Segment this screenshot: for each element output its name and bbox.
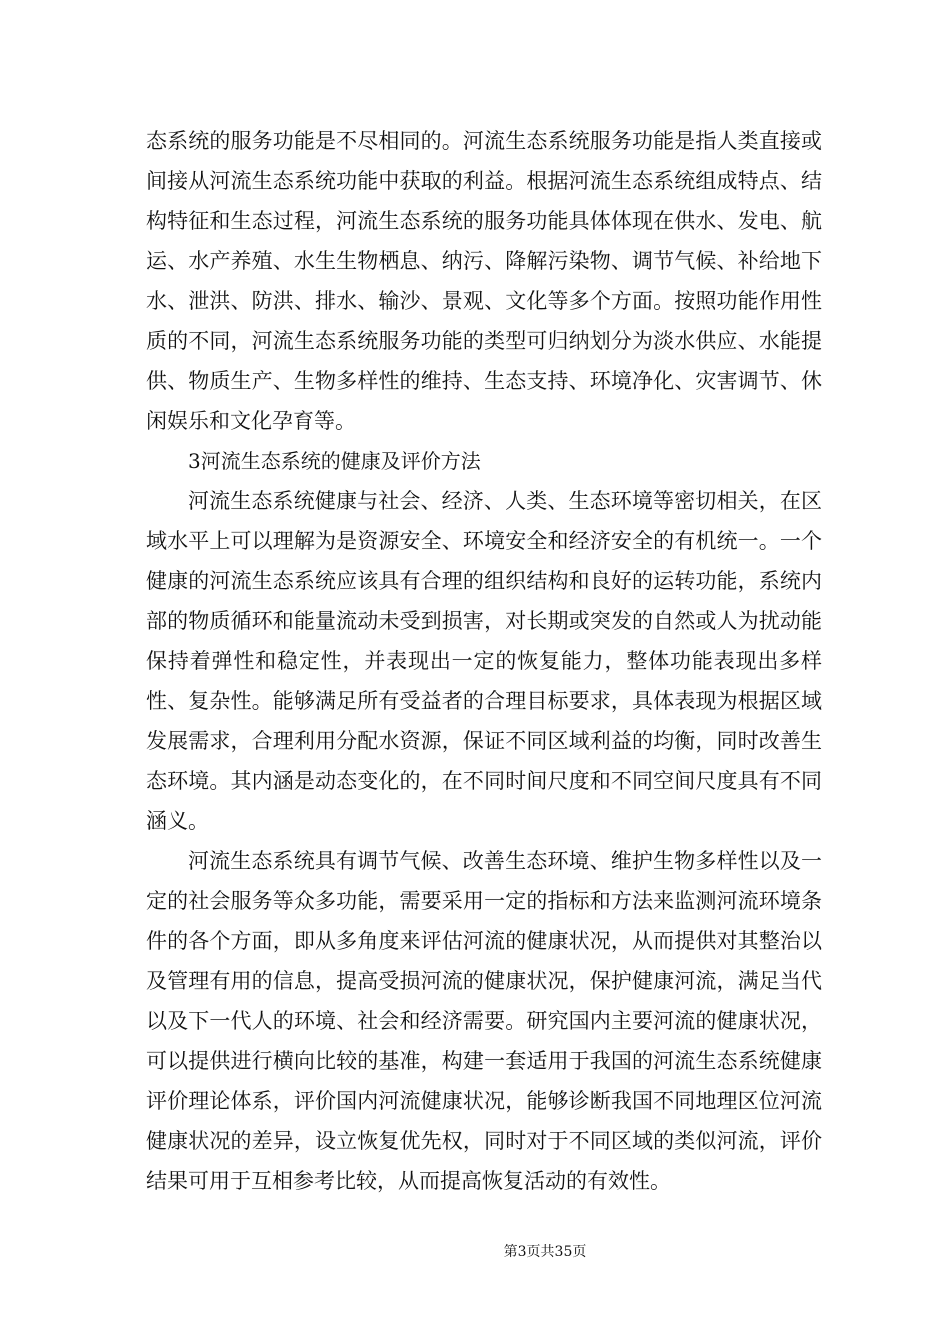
paragraph-service-functions: 态系统的服务功能是不尽相同的。河流生态系统服务功能是指人类直接或间接从河流生态系统功能中获取的利益。根据河流生态系统组成特点、结构特征和生态过程，河流生态系统的服务功能具体体现在供水、发电、航运、水产养殖、水生生物栖息、纳污、降解污染物、调节气候、补给地下水、泄洪、防洪、排水、输沙、景观、文化等多个方面。按照功能作用性质的不同，河流生态系统服务功能的类型可归纳划分为淡水供应、水能提供、物质生产、生物多样性的维持、生态支持、环境净化、灾害调节、休闲娱乐和文化孕育等。 bbox=[146, 129, 822, 433]
paragraph-health-evaluation: 河流生态系统具有调节气候、改善生态环境、维护生物多样性以及一定的社会服务等众多功能，需要采用一定的指标和方法来监测河流环境条件的各个方面，即从多角度来评估河流的健康状况，从而提供对其整治以及管理有用的信息，提高受损河流的健康状况，保护健康河流，满足当代以及下一代人的环境、社会和经济需要。研究国内主要河流的健康状况，可以提供进行横向比较的基准，构建一套适用于我国的河流生态系统健康评价理论体系，评价国内河流健康状况，能够诊断我国不同地理区位河流健康状况的差异，设立恢复优先权，同时对于不同区域的类似河流，评价结果可用于互相参考比较，从而提高恢复活动的有效性。 bbox=[146, 849, 822, 1193]
page-number: 第3页共35页 bbox=[503, 1244, 587, 1260]
document-body bbox=[146, 121, 822, 1201]
section-heading: 3河流生态系统的健康及评价方法 bbox=[188, 449, 481, 473]
paragraph-health-definition: 河流生态系统健康与社会、经济、人类、生态环境等密切相关，在区域水平上可以理解为是资源安全、环境安全和经济安全的有机统一。一个健康的河流生态系统应该具有合理的组织结构和良好的运转功能，系统内部的物质循环和能量流动未受到损害，对长期或突发的自然或人为扰动能保持着弹性和稳定性，并表现出一定的恢复能力，整体功能表现出多样性、复杂性。能够满足所有受益者的合理目标要求，具体表现为根据区域发展需求，合理利用分配水资源，保证不同区域利益的均衡，同时改善生态环境。其内涵是动态变化的，在不同时间尺度和不同空间尺度具有不同涵义。 bbox=[146, 489, 822, 833]
